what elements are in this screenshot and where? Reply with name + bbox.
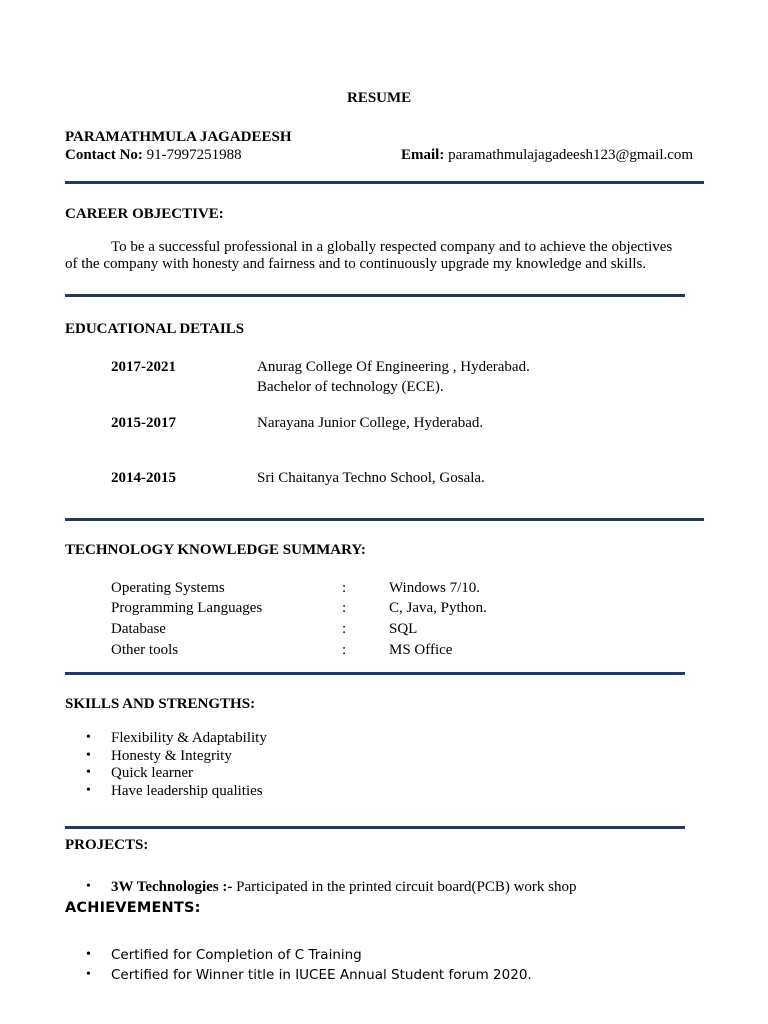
tech-heading: TECHNOLOGY KNOWLEDGE SUMMARY: — [65, 542, 366, 558]
career-heading: CAREER OBJECTIVE: — [65, 206, 224, 222]
tech-label: Operating Systems — [111, 580, 225, 596]
tech-label: Database — [111, 621, 166, 637]
contact-line — [65, 146, 242, 164]
divider — [65, 181, 704, 184]
skill-item: Have leadership qualities — [111, 783, 263, 799]
tech-value: MS Office — [389, 642, 453, 658]
tech-separator: : — [342, 600, 347, 616]
tech-label: Programming Languages — [111, 600, 263, 616]
education-degree: Bachelor of technology (ECE). — [257, 379, 444, 395]
bullet-icon: • — [86, 947, 91, 962]
tech-separator: : — [342, 621, 347, 637]
contact-value: 91-7997251988 — [146, 147, 242, 163]
document-title: RESUME — [347, 90, 412, 106]
email-label: Email: — [401, 147, 445, 163]
education-heading: EDUCATIONAL DETAILS — [65, 321, 245, 337]
bullet-icon: • — [86, 967, 91, 982]
divider — [65, 518, 704, 521]
candidate-name: PARAMATHMULA JAGADEESH — [65, 129, 292, 145]
bullet-icon: • — [86, 748, 91, 763]
education-years: 2015-2017 — [111, 415, 176, 431]
projects-heading: PROJECTS: — [65, 837, 149, 853]
bullet-icon: • — [86, 879, 91, 894]
email-value: paramathmulajagadeesh123@gmail.com — [448, 147, 694, 163]
career-text-line-1: To be a successful professional in a globally respected company and to achieve the objectives — [111, 239, 673, 255]
skill-item: Quick learner — [111, 765, 194, 781]
bullet-icon: • — [86, 730, 91, 745]
education-institution: Anurag College Of Engineering , Hyderabad. — [257, 359, 530, 375]
skills-heading: SKILLS AND STRENGTHS: — [65, 696, 256, 712]
project-item — [111, 878, 577, 896]
contact-label: Contact No: — [65, 147, 143, 163]
tech-separator: : — [342, 642, 347, 658]
divider — [65, 826, 685, 829]
achievements-heading: ACHIEVEMENTS: — [65, 900, 201, 916]
project-name: 3W Technologies :- — [111, 879, 233, 895]
education-years: 2014-2015 — [111, 470, 176, 486]
tech-label: Other tools — [111, 642, 179, 658]
achievement-item: Certified for Completion of C Training — [111, 947, 362, 963]
divider — [65, 672, 685, 675]
education-institution: Narayana Junior College, Hyderabad. — [257, 415, 484, 431]
project-description: Participated in the printed circuit board(PCB) work shop — [232, 879, 577, 895]
tech-value: SQL — [389, 621, 418, 637]
bullet-icon: • — [86, 765, 91, 780]
tech-value: Windows 7/10. — [389, 580, 481, 596]
tech-value: C, Java, Python. — [389, 600, 487, 616]
education-years: 2017-2021 — [111, 359, 176, 375]
skill-item: Honesty & Integrity — [111, 748, 232, 764]
skill-item: Flexibility & Adaptability — [111, 730, 267, 746]
education-institution: Sri Chaitanya Techno School, Gosala. — [257, 470, 485, 486]
career-text-line-2: of the company with honesty and fairness and to continuously upgrade my knowledge and skills. — [65, 256, 647, 272]
tech-separator: : — [342, 580, 347, 596]
achievement-item: Certified for Winner title in IUCEE Annual Student forum 2020. — [111, 967, 532, 983]
bullet-icon: • — [86, 783, 91, 798]
divider — [65, 294, 685, 297]
email-line — [401, 146, 693, 164]
